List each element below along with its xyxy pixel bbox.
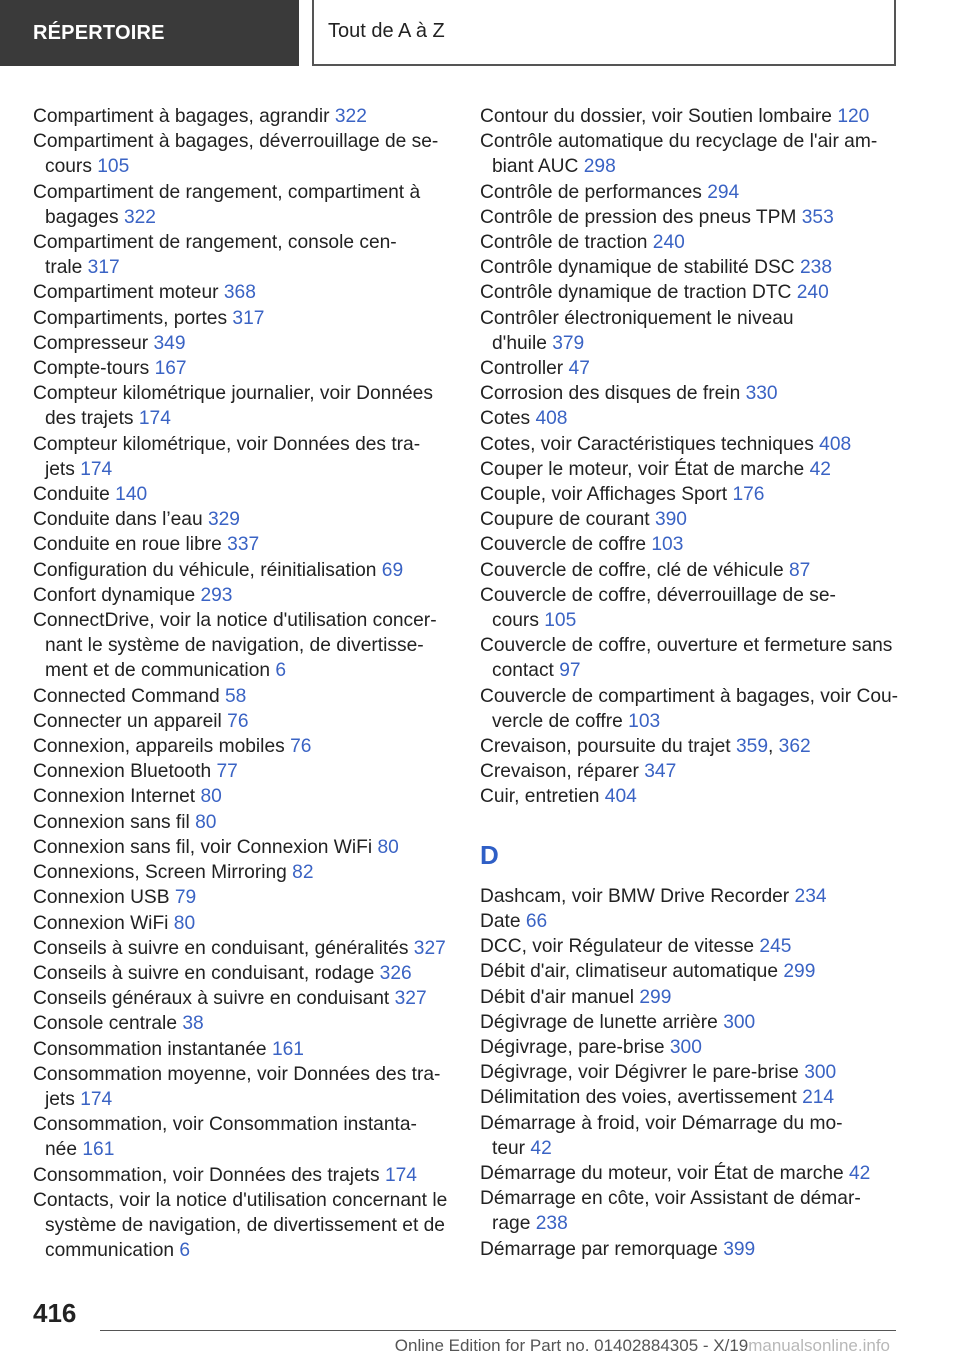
index-entry — [33, 961, 451, 986]
index-entry — [480, 180, 900, 205]
entry-text: Connexion sans fil, voir Connexion WiFi — [33, 836, 373, 858]
page-ref-link[interactable]: 327 — [413, 937, 446, 959]
index-entry — [33, 558, 451, 583]
index-entry — [33, 356, 451, 381]
index-group-c — [480, 104, 900, 810]
index-entry — [480, 255, 900, 280]
page-ref-link[interactable]: 359 — [735, 736, 768, 758]
page-ref-link[interactable]: 362 — [778, 736, 811, 758]
index-entry — [480, 1060, 900, 1085]
index-entry — [480, 759, 900, 784]
page-ref-link[interactable]: 47 — [568, 358, 590, 380]
page-ref-link[interactable]: 174 — [80, 1088, 113, 1110]
index-entry — [480, 1186, 900, 1236]
entry-text: Conseils généraux à suivre en conduisant — [33, 988, 390, 1010]
index-entry — [480, 884, 900, 909]
index-entry — [480, 558, 900, 583]
page-ref-link[interactable]: 347 — [644, 761, 677, 783]
entry-text: jets — [45, 1088, 75, 1110]
page-ref-link[interactable]: 238 — [535, 1213, 568, 1235]
page-ref-link[interactable]: 298 — [583, 156, 616, 178]
entry-text: Dégivrage de lunette arrière — [480, 1011, 718, 1033]
entry-text: teur — [492, 1137, 526, 1159]
page-ref-link[interactable]: 79 — [174, 887, 197, 909]
page-ref-link[interactable]: 329 — [207, 509, 240, 531]
index-entry — [480, 684, 900, 734]
entry-text: Conseils à suivre en conduisant, rodage — [33, 962, 375, 984]
page-ref-link[interactable]: 140 — [115, 484, 148, 506]
page-ref-link[interactable]: 80 — [195, 811, 217, 833]
entry-text: Compartiment à bagages, déverrouillage de se- — [33, 131, 439, 153]
entry-text: Console centrale — [33, 1013, 177, 1035]
index-entry — [33, 1037, 451, 1062]
entry-text: Connecter un appareil — [33, 710, 222, 732]
page-ref-link[interactable]: 234 — [794, 885, 827, 907]
index-entry — [33, 1112, 451, 1162]
watermark-text: manualsonline.info — [748, 1336, 890, 1355]
entry-text: trale — [45, 257, 83, 279]
page-ref-link[interactable]: 327 — [394, 988, 427, 1010]
entry-text: Couvercle de coffre, déverrouillage de se- — [480, 584, 836, 606]
index-entry — [33, 532, 451, 557]
index-entry — [33, 784, 451, 809]
page-ref-link[interactable]: 214 — [802, 1087, 835, 1109]
index-entry — [33, 608, 451, 684]
entry-text: ConnectDrive, voir la notice d'utilisation concer- — [33, 610, 437, 632]
page-ref-link[interactable]: 103 — [628, 710, 661, 732]
entry-text: Connexion, appareils mobiles — [33, 736, 285, 758]
page-ref-link[interactable]: 97 — [559, 660, 581, 682]
index-entry — [33, 860, 451, 885]
entry-text: Couvercle de coffre, ouverture et fermeture sans — [480, 635, 893, 657]
index-entry — [480, 959, 900, 984]
page-ref-link[interactable]: 240 — [652, 232, 685, 254]
entry-text: Cotes — [480, 408, 531, 430]
entry-text: Contour du dossier, voir Soutien lombaire — [480, 106, 832, 127]
page-header — [0, 0, 960, 66]
entry-text: Conduite en roue libre — [33, 534, 222, 556]
footer-divider — [100, 1330, 896, 1331]
page-ref-link[interactable]: 80 — [200, 786, 222, 808]
page-ref-link[interactable]: 6 — [275, 660, 287, 682]
chapter-tab[interactable]: Tout de A à Z — [312, 0, 896, 66]
entry-text: Dégivrage, voir Dégivrer le pare-brise — [480, 1062, 799, 1084]
entry-text: Démarrage en côte, voir Assistant de démar- — [480, 1188, 861, 1210]
index-entry — [480, 1111, 900, 1161]
entry-text: Corrosion des disques de frein — [480, 383, 741, 405]
entry-text: Configuration du véhicule, réinitialisation — [33, 559, 377, 581]
entry-text: Contrôle dynamique de stabilité DSC — [480, 257, 795, 279]
index-entry — [480, 230, 900, 255]
entry-text: ment et de communication — [45, 660, 271, 682]
entry-text: bagages — [45, 206, 119, 228]
page-ref-link[interactable]: 161 — [82, 1139, 115, 1161]
page-ref-link[interactable]: 42 — [530, 1137, 552, 1159]
index-entry — [480, 432, 900, 457]
entry-text: Couper le moteur, voir État de marche — [480, 458, 805, 480]
entry-text: Coupure de courant — [480, 509, 650, 531]
page-ref-link[interactable]: 322 — [123, 206, 156, 228]
page-ref-link[interactable]: 404 — [604, 786, 637, 808]
entry-text: Conduite — [33, 484, 110, 506]
entry-text: Crevaison, réparer — [480, 761, 639, 783]
index-entry — [33, 432, 451, 482]
page-ref-link[interactable]: 379 — [552, 332, 585, 354]
edition-text: Online Edition for Part no. 01402884305 - X/19 — [394, 1336, 749, 1355]
entry-text: Crevaison, poursuite du trajet — [480, 736, 731, 758]
index-entry — [480, 356, 900, 381]
index-entry: Crevaison, poursuite du trajet 359, 362 — [480, 736, 811, 758]
page-ref-link[interactable]: 174 — [138, 408, 171, 430]
entry-text: Contrôle de pression des pneus TPM — [480, 206, 797, 228]
page-ref-link[interactable]: 6 — [179, 1240, 191, 1262]
entry-text: Cuir, entretien — [480, 786, 600, 808]
section-tab[interactable]: RÉPERTOIRE — [0, 0, 299, 66]
index-entry — [480, 985, 900, 1010]
entry-text: Contrôle dynamique de traction DTC — [480, 282, 792, 304]
page-ref-link[interactable]: 317 — [232, 307, 265, 329]
index-entry — [480, 457, 900, 482]
index-entry — [480, 1161, 900, 1186]
entry-text: des trajets — [45, 408, 134, 430]
index-entry — [480, 280, 900, 305]
entry-text: Couvercle de coffre — [480, 534, 647, 556]
entry-text: Délimitation des voies, avertissement — [480, 1087, 797, 1109]
index-entry — [480, 507, 900, 532]
index-entry — [480, 406, 900, 431]
section-letter: D — [480, 839, 499, 870]
page-ref-link[interactable]: 174 — [80, 458, 113, 480]
page-ref-link[interactable]: 161 — [271, 1038, 304, 1060]
page-ref-link[interactable]: 337 — [227, 534, 260, 556]
entry-text: Consommation instantanée — [33, 1038, 267, 1060]
index-entry — [33, 280, 451, 305]
index-entry — [480, 1085, 900, 1110]
page-ref-link[interactable]: 300 — [804, 1062, 837, 1084]
index-entry — [480, 381, 900, 406]
page-ref-link[interactable]: 174 — [384, 1164, 417, 1186]
index-entry — [480, 909, 900, 934]
page-number: 416 — [33, 1298, 77, 1328]
page-ref-link[interactable]: 408 — [535, 408, 568, 430]
entry-text: Compartiment de rangement, compartiment à — [33, 181, 421, 203]
entry-text: Dégivrage, pare-brise — [480, 1036, 665, 1058]
entry-text: vercle de coffre — [492, 710, 623, 732]
entry-text: Couvercle de compartiment à bagages, voir Cou- — [480, 685, 899, 707]
page-ref-link[interactable]: 240 — [796, 282, 829, 304]
index-column-left — [33, 104, 451, 1263]
index-entry — [480, 1035, 900, 1060]
entry-text: contact — [492, 660, 554, 682]
page-ref-link[interactable]: 42 — [849, 1162, 871, 1184]
entry-text: Connexion Internet — [33, 786, 196, 808]
index-entry — [33, 734, 451, 759]
index-entry — [480, 482, 900, 507]
page-ref-link[interactable]: 58 — [225, 685, 247, 707]
index-entry — [33, 230, 451, 280]
index-entry — [33, 885, 451, 910]
index-entry — [33, 986, 451, 1011]
page-ref-link[interactable]: 322 — [334, 106, 367, 127]
index-entry — [33, 835, 451, 860]
index-entry — [480, 784, 900, 809]
entry-text: d'huile — [492, 332, 547, 354]
index-entry — [480, 1237, 900, 1262]
index-entry — [33, 684, 451, 709]
entry-text: Débit d'air manuel — [480, 986, 635, 1008]
index-entry — [33, 104, 451, 129]
entry-text: Connexion USB — [33, 887, 170, 909]
index-entry — [33, 507, 451, 532]
index-entry — [480, 633, 900, 683]
entry-text: Confort dynamique — [33, 584, 196, 606]
entry-text: Contrôler électroniquement le niveau — [480, 307, 794, 329]
entry-text: cours — [45, 156, 92, 178]
entry-text: Connexion sans fil — [33, 811, 190, 833]
index-entry — [33, 810, 451, 835]
index-entry — [33, 759, 451, 784]
page-ref-link[interactable]: 317 — [87, 257, 120, 279]
index-group-d — [480, 884, 900, 1262]
entry-text: Compartiment à bagages, agrandir — [33, 106, 330, 127]
entry-text: Couvercle de coffre, clé de véhicule — [480, 559, 784, 581]
entry-text: Couple, voir Affichages Sport — [480, 484, 728, 506]
index-entry — [33, 583, 451, 608]
entry-text: biant AUC — [492, 156, 579, 178]
entry-text: Contrôle de traction — [480, 232, 648, 254]
page-ref-link[interactable]: 300 — [669, 1036, 702, 1058]
index-entry — [33, 306, 451, 331]
entry-text: Compartiments, portes — [33, 307, 228, 329]
index-entry — [33, 482, 451, 507]
page-ref-link[interactable]: 300 — [723, 1011, 756, 1033]
page-ref-link[interactable]: 353 — [801, 206, 834, 228]
index-entry — [33, 1011, 451, 1036]
entry-text: Compteur kilométrique, voir Données des tra- — [33, 433, 421, 455]
entry-text: Contrôle automatique du recyclage de l'air am- — [480, 131, 878, 153]
page-ref-link[interactable]: 76 — [290, 736, 312, 758]
page-ref-link[interactable]: 42 — [809, 458, 831, 480]
entry-text: Consommation moyenne, voir Données des tra- — [33, 1063, 441, 1085]
entry-text: Compartiment de rangement, console cen- — [33, 232, 397, 254]
page-ref-link[interactable]: 299 — [639, 986, 672, 1008]
entry-text: jets — [45, 458, 75, 480]
index-entry — [480, 306, 900, 356]
entry-text: nant le système de navigation, de divertisse- — [45, 635, 424, 657]
entry-text: née — [45, 1139, 78, 1161]
page-ref-link[interactable]: 66 — [525, 910, 548, 932]
index-entry — [33, 936, 451, 961]
page-ref-link[interactable]: 69 — [381, 559, 404, 581]
footer-edition — [100, 1336, 890, 1356]
index-entry — [33, 180, 451, 230]
page-ref-link[interactable]: 390 — [654, 509, 687, 531]
page-ref-link[interactable]: 167 — [154, 358, 187, 380]
entry-text: Démarrage à froid, voir Démarrage du mo- — [480, 1112, 843, 1134]
index-entry — [33, 1163, 451, 1188]
entry-text: rage — [492, 1213, 531, 1235]
index-entry — [33, 129, 451, 179]
page-ref-link[interactable]: 299 — [783, 961, 816, 983]
page-ref-link[interactable]: 87 — [788, 559, 811, 581]
index-entry — [480, 104, 900, 129]
page-ref-link[interactable]: 80 — [173, 912, 196, 934]
page-ref-link[interactable]: 120 — [837, 106, 870, 127]
entry-text: Compte-tours — [33, 358, 150, 380]
page-ref-link[interactable]: 103 — [651, 534, 684, 556]
entry-text: système de navigation, de divertissement et de — [45, 1214, 445, 1236]
entry-text: DCC, voir Régulateur de vitesse — [480, 936, 755, 958]
entry-text: Dashcam, voir BMW Drive Recorder — [480, 885, 790, 907]
index-column-right — [480, 104, 900, 1262]
entry-text: Contacts, voir la notice d'utilisation concernant le — [33, 1189, 448, 1211]
page-ref-link[interactable]: 105 — [544, 610, 577, 632]
entry-text: Démarrage du moteur, voir État de marche — [480, 1162, 844, 1184]
page-ref-link[interactable]: 82 — [292, 862, 314, 884]
page-ref-link[interactable]: 326 — [379, 962, 412, 984]
entry-text: Contrôle de performances — [480, 181, 702, 203]
index-entry — [33, 1062, 451, 1112]
page-ref-link[interactable]: 238 — [799, 257, 832, 279]
page-ref-link[interactable]: 77 — [216, 761, 238, 783]
entry-text: Compresseur — [33, 332, 149, 354]
page-ref-link[interactable]: 408 — [819, 433, 852, 455]
entry-text: Consommation, voir Consommation instanta- — [33, 1114, 417, 1136]
entry-text: Connexions, Screen Mirroring — [33, 862, 287, 884]
page-ref-link[interactable]: 330 — [745, 383, 778, 405]
entry-text: Compteur kilométrique journalier, voir Données — [33, 383, 433, 405]
entry-text: Démarrage par remorquage — [480, 1238, 718, 1260]
entry-text: Conduite dans l’eau — [33, 509, 203, 531]
page-ref-link[interactable]: 293 — [200, 584, 233, 606]
index-entry — [480, 205, 900, 230]
page-ref-link[interactable]: 80 — [377, 836, 399, 858]
page-ref-link[interactable]: 399 — [723, 1238, 756, 1260]
index-entry — [480, 583, 900, 633]
index-entry — [480, 934, 900, 959]
entry-text: Date — [480, 910, 521, 932]
entry-text: Compartiment moteur — [33, 282, 219, 304]
index-entry — [33, 1188, 451, 1264]
page-ref-link[interactable]: 368 — [223, 282, 256, 304]
page-ref-link[interactable]: 245 — [759, 936, 792, 958]
entry-text: Conseils à suivre en conduisant, généralités — [33, 937, 409, 959]
entry-text: Connected Command — [33, 685, 220, 707]
index-entry — [33, 709, 451, 734]
page-ref-link[interactable]: 105 — [97, 156, 130, 178]
entry-text: communication — [45, 1240, 175, 1262]
index-entry — [480, 532, 900, 557]
index-entry — [480, 129, 900, 179]
entry-text: Connexion Bluetooth — [33, 761, 212, 783]
entry-text: Controller — [480, 358, 564, 380]
page-ref-link[interactable]: 176 — [732, 484, 765, 506]
entry-text: cours — [492, 610, 539, 632]
entry-text: Consommation, voir Données des trajets — [33, 1164, 380, 1186]
entry-text: Connexion WiFi — [33, 912, 169, 934]
index-entry — [33, 381, 451, 431]
index-entry — [33, 911, 451, 936]
page-ref-link[interactable]: 38 — [182, 1013, 204, 1035]
index-entry — [480, 1010, 900, 1035]
page-ref-link[interactable]: 76 — [227, 710, 249, 732]
entry-text: Cotes, voir Caractéristiques techniques — [480, 433, 814, 455]
index-entry — [33, 331, 451, 356]
page-ref-link[interactable]: 349 — [153, 332, 186, 354]
entry-text: Débit d'air, climatiseur automatique — [480, 961, 779, 983]
page-ref-link[interactable]: 294 — [707, 181, 740, 203]
